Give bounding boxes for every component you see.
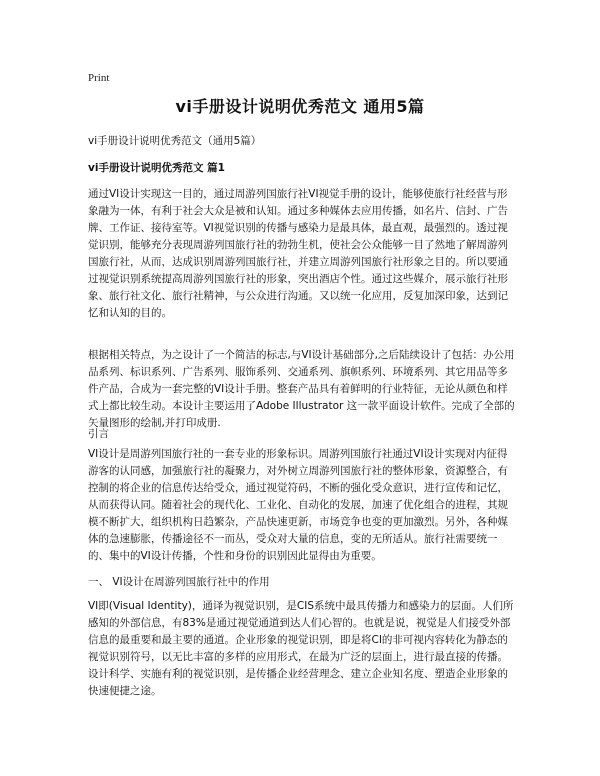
paragraph: 根据相关特点，为之设计了一个简洁的标志,与VI设计基础部分,之后陆续设计了包括：办公用品系列、标识系列、广告系列、服饰系列、交通系列、旗帜系列、环境系列、其它用品等多件产品，合成为一套完整的VI设计手册。整套产品具有着鲜明的行业特征，无论从颜色和样式上都比较生动。本设计主要运用了Adobe Illustrator 这一款平面设计软件。完成了全部的矢量图形的绘制,并打印成册. xyxy=(88,349,515,429)
print-label: Print xyxy=(88,72,110,84)
paragraph: VI设计是周游列国旅行社的一套专业的形象标识。周游列国旅行社通过VI设计实现对内征得游客的认同感，加强旅行社的凝聚力，对外树立周游列国旅行社的整体形象，资源整合，有控制的将企业的信息传达给受众，通过视觉符码，不断的强化受众意识，进行宣传和记忆，从而获得认同。随着社会的现代化、工业化、自动化的发展，加速了优化组合的进程，其规模不断扩大，组织机构日趋繁杂，产品快速更新，市场竞争也变的更加激烈。另外，各种媒体的急速膨胀，传播途径不一而丛，受众对大量的信息，变的无所适从。旅行社需要统一的、集中的VI设计传播，个性和身份的识别因此显得由为重要。 xyxy=(88,448,508,562)
document-title: vi手册设计说明优秀范文 通用5篇 xyxy=(175,97,425,116)
paragraph: VI即(Visual Identity)，通译为视觉识别，是CIS系统中最具传播力和感染力的层面。人们所感知的外部信息，有83%是通过视觉通道到达人们心智的。也就是说，视觉是人们接受外部信息的最重要和最主要的通道。企业形象的视觉识别，即是将CI的非可视内容转化为静态的视觉识别符号，以无比丰富的多样的应用形式，在最为广泛的层面上，进行最直接的传播。设计科学、实施有利的视觉识别，是传播企业经营理念、建立企业知名度、塑造企业形象的快速便捷之途。 xyxy=(88,600,514,697)
subsection-heading: 一、 VI设计在周游列国旅行社中的作用 xyxy=(88,576,270,588)
document-subtitle: vi手册设计说明优秀范文（通用5篇） xyxy=(88,135,262,147)
paragraph: 通过VI设计实现这一目的，通过周游列国旅行社VI视觉手册的设计，能够使旅行社经营与形象融为一体，有利于社会大众是被和认知。通过多种媒体去应用传播，如名片、信封、广告牌、工作证、接待室等。VI视觉识别的传播与感染力是最具体，最直观，最强烈的。透过视觉识别，能够充分表现周游列国旅行社的勃勃生机，使社会公众能够一目了然地了解周游列国旅行社，从而，达成识别周游列国旅行社，并建立周游列国旅行社形象之目的。所以要通过视觉识别系统提高周游列国旅行社的形象，突出酒店个性。通过这些媒介，展示旅行社形象、旅行社文化、旅行社精神，与公众进行沟通。又以统一化应用，反复加深印象，达到记忆和认知的目的。 xyxy=(88,188,508,319)
section-heading: vi手册设计说明优秀范文 篇1 xyxy=(88,162,225,174)
introduction-heading: 引言 xyxy=(88,428,109,440)
